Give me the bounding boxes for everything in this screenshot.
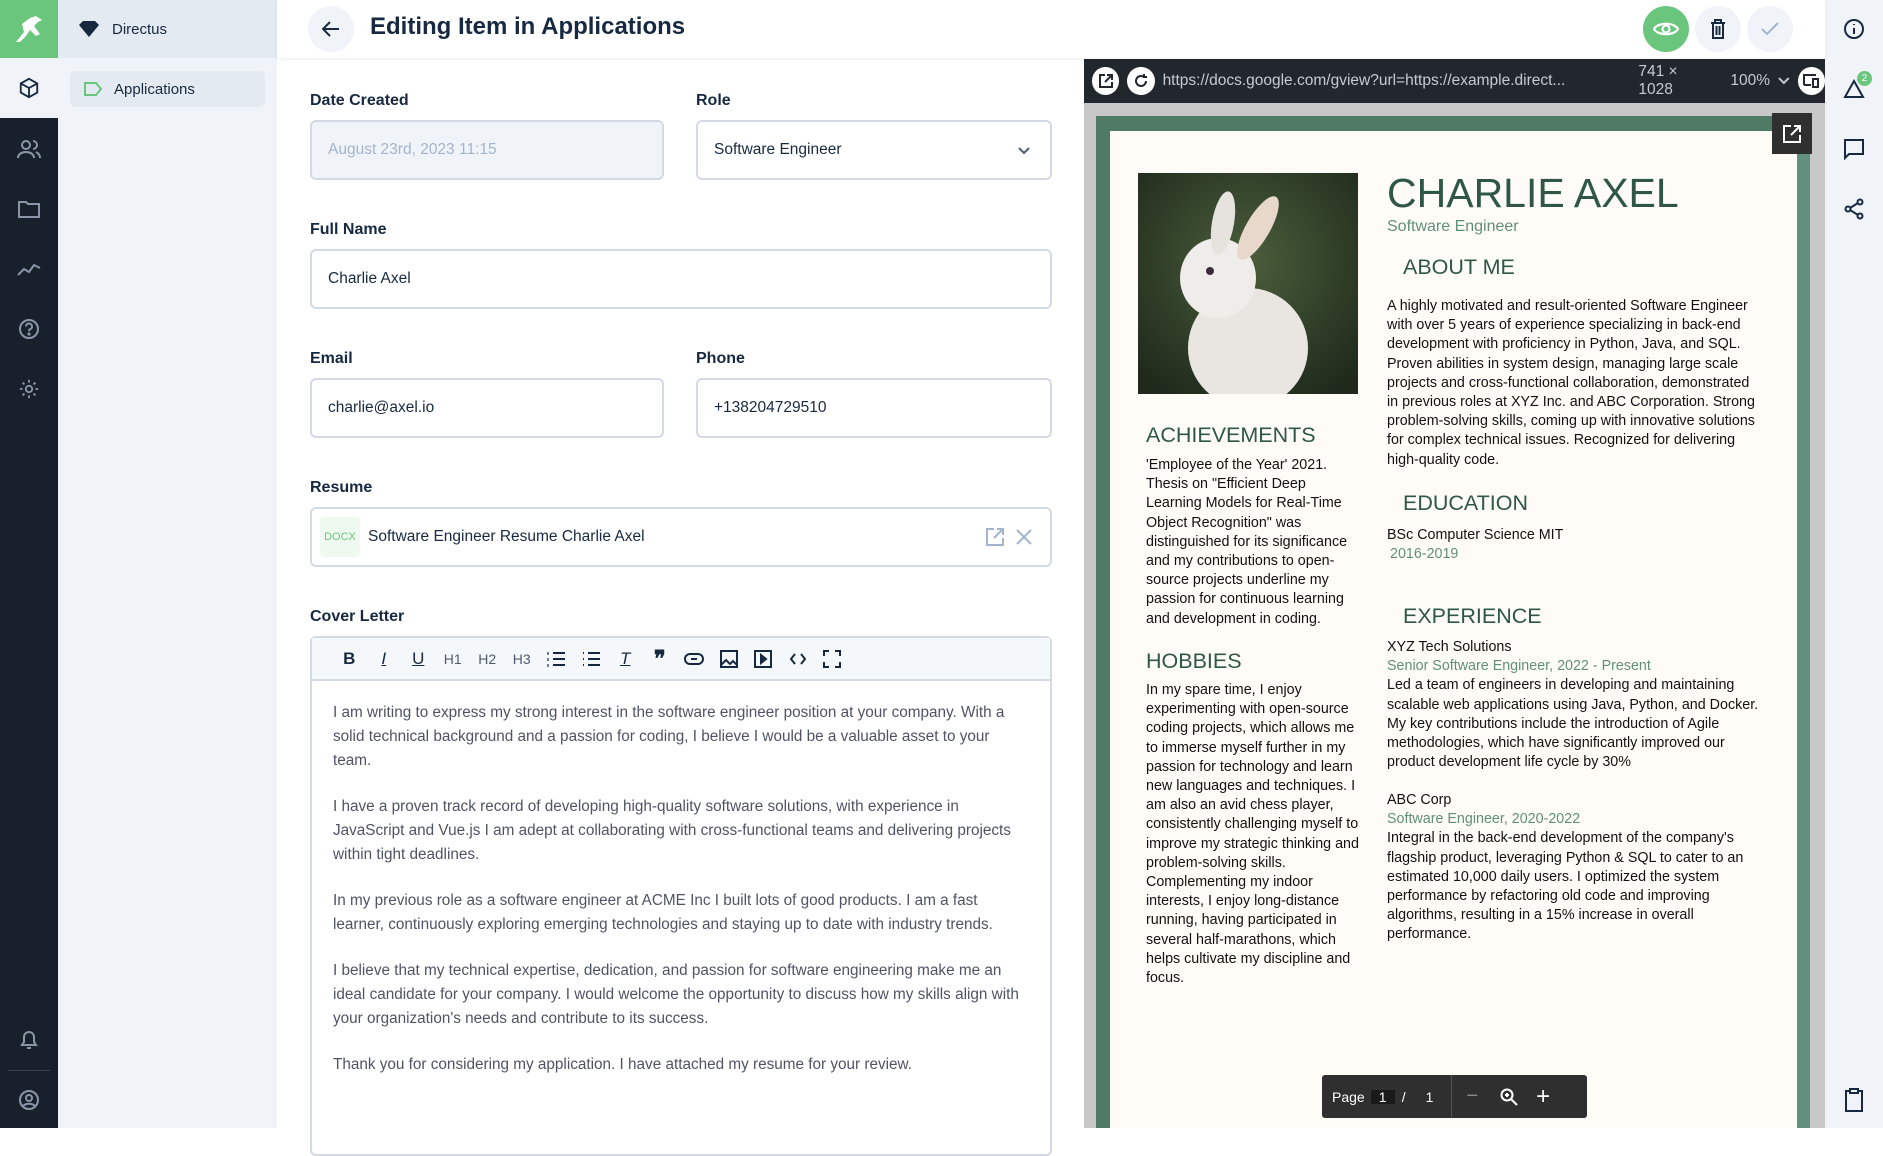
zoom-in-icon[interactable]: + [1536,1082,1551,1110]
page-label: Page [1332,1088,1365,1105]
role-select[interactable] [696,120,1052,180]
divider [8,1070,50,1071]
refresh-button[interactable] [1127,67,1154,95]
share-icon[interactable] [1825,189,1883,229]
open-external-icon [1783,125,1801,143]
users-icon[interactable] [0,129,58,169]
preview-url[interactable]: https://docs.google.com/gview?url=https://example.direct... [1162,72,1566,89]
arrow-left-icon [322,21,340,37]
resume-label: Resume [310,479,373,496]
open-in-new-window-button[interactable] [1092,67,1119,95]
content-module-icon[interactable] [0,58,58,118]
email-input[interactable]: charlie@axel.io [310,378,664,438]
info-icon[interactable] [1825,9,1883,49]
project-name: Directus [112,20,168,38]
collection-icon [84,82,102,96]
role-value: Software Engineer [714,141,842,158]
back-button[interactable] [308,6,354,52]
editor-content[interactable] [312,681,1050,1077]
zoom-out-icon[interactable]: − [1466,1085,1479,1107]
phone-input[interactable]: +138204729510 [696,378,1052,438]
page-controls [1322,1075,1587,1118]
module-bar [0,0,58,1128]
resume-file-field[interactable] [310,507,1052,567]
resume-name: CHARLIE AXEL [1387,170,1679,216]
underline-icon[interactable]: U [412,648,425,668]
popout-button[interactable] [1772,113,1812,154]
education-heading: EDUCATION [1403,491,1529,515]
check-icon [1761,22,1779,36]
comments-icon[interactable] [1825,129,1883,169]
open-external-icon[interactable] [986,528,1004,546]
fullscreen-icon[interactable] [815,644,850,674]
zoom-icon[interactable] [1500,1088,1518,1106]
chevron-down-icon[interactable] [1778,77,1790,85]
email-label: Email [310,350,353,367]
paragraph: Thank you for considering my application. I have attached my resume for your review. [333,1056,913,1073]
heading-1-button[interactable]: H1 [443,650,462,667]
full-name-input[interactable]: Charlie Axel [310,249,1052,309]
about-heading: ABOUT ME [1403,255,1515,279]
cover-letter-editor[interactable] [310,636,1052,1156]
achievements-text: 'Employee of the Year' 2021. Thesis on "Efficient Deep Learning Models for Real-Time Object Recognition" was distinguished for its significance and my contributions to open-source projects underline my passion for continuous learning and development in coding. [1146,457,1348,627]
preview-toolbar [1084,59,1825,103]
hobbies-text: In my spare time, I enjoy experimenting with open-source coding projects, which allows me to immerse myself further in my passion for technology and learn new languages and techniques. I am also an avid chess player, consistently challenging myself to improve my strategic thinking and problem-solving skills. Complementing my indoor interests, I enjoy long-distance running, having participated in several half-marathons, which helps cultivate my discipline and focus. [1146,682,1359,987]
toggle-preview-button[interactable] [1643,6,1689,52]
divider [1451,1075,1452,1118]
page-total: 1 [1425,1088,1434,1105]
clipboard-icon[interactable] [1825,1080,1883,1120]
phone-label: Phone [696,350,745,367]
job-company: ABC Corp [1387,792,1452,808]
folder-icon[interactable] [0,189,58,229]
preview-dimensions[interactable]: 741 × 1028 [1638,63,1678,98]
job-role: Senior Software Engineer, 2022 - Present [1387,658,1651,675]
italic-icon[interactable]: I [381,648,387,668]
date-created-label: Date Created [310,92,409,109]
image-icon[interactable] [712,644,747,674]
eye-icon [1653,20,1679,38]
paragraph: I have a proven track record of developing high-quality software solutions, with experience in JavaScript and Vue.js I am adept at collaborating with cross-functional teams and delivering projects within tight deadlines. [333,798,1011,863]
page-title: Editing Item in Applications [370,13,686,40]
media-icon[interactable] [746,644,781,674]
delete-button[interactable] [1695,6,1741,52]
job-company: XYZ Tech Solutions [1387,639,1512,655]
help-icon[interactable] [0,309,58,349]
trash-icon [1710,19,1726,39]
project-header[interactable] [58,0,277,58]
editor-toolbar [312,638,1050,681]
heading-2-button[interactable]: H2 [478,650,497,667]
nav-item-label: Applications [114,80,195,98]
resume-title: Software Engineer [1387,218,1519,235]
job-description: Led a team of engineers in developing and maintaining scalable web applications using Java, Python, and Docker. My key contributions include the introduction of Agile methodologies, which have significantly improved our product development life cycle by 30% [1387,677,1759,771]
revisions-icon[interactable] [1825,69,1883,109]
code-icon[interactable] [781,644,816,674]
sidebar-right [1825,0,1883,1128]
directus-logo[interactable] [0,0,58,58]
paragraph: In my previous role as a software engineer at ACME Inc I built lots of good products. I am a fast learner, continuously exploring emerging technologies and staying up to date with industry trends. [333,892,993,933]
achievements-heading: ACHIEVEMENTS [1146,423,1316,447]
page-separator: / [1401,1088,1406,1105]
paragraph: I am writing to express my strong interest in the software engineer position at your company. With a solid technical background and a passion for coding, I believe I would be a valuable asset to your team. [333,704,1005,769]
page-input[interactable]: 1 [1371,1090,1395,1104]
link-icon[interactable] [677,644,712,674]
file-type-badge: DOCX [320,517,360,557]
paragraph: I believe that my technical expertise, dedication, and passion for software engineering make me an ideal candidate for your company. I would welcome the opportunity to discuss how my skills align with your organization's needs and contribute to its success. [333,962,1019,1027]
job-description: Integral in the back-end development of the company's flagship product, leveraging Python & SQL to cater to an estimated 10,000 daily users. I optimized the system performance by refactoring old code and improving algorithms, resulting in a 15% increase in overall performance. [1387,830,1744,943]
insights-icon[interactable] [0,249,58,289]
job-entry [1387,791,1762,945]
navigation-panel [58,0,277,1128]
heading-3-button[interactable]: H3 [512,650,531,667]
experience-heading: EXPERIENCE [1403,604,1542,628]
user-avatar-icon[interactable] [0,1080,58,1120]
settings-icon[interactable] [0,369,58,409]
resume-file-name: Software Engineer Resume Charlie Axel [368,528,645,545]
blockquote-icon[interactable]: ❞ [653,645,666,671]
notification-badge: 2 [1857,71,1872,86]
about-text: A highly motivated and result-oriented Software Engineer with over 5 years of experience specializing in back-end development with proficiency in Python, Java, and SQL. Proven abilities in system design, managing large scale projects and cross-functional collaboration, demonstrated in previous roles at XYZ Inc. and ABC Corporation. Strong problem-solving skills, coming up with innovative solutions for complex technical issues. Recognized for delivering high-quality code. [1387,298,1755,468]
bell-icon[interactable] [0,1020,58,1060]
bullet-list-icon[interactable] [574,644,609,674]
job-role: Software Engineer, 2020-2022 [1387,811,1581,828]
hobbies-heading: HOBBIES [1146,649,1242,673]
clear-format-icon[interactable]: T [620,648,631,668]
nav-item-applications[interactable] [70,71,265,107]
chevron-down-icon [1018,147,1030,155]
project-icon [78,20,100,38]
ordered-list-icon[interactable] [539,644,574,674]
date-created-field: August 23rd, 2023 11:15 [310,120,664,180]
role-label: Role [696,92,731,109]
full-name-label: Full Name [310,221,387,238]
profile-photo [1138,173,1358,394]
save-button[interactable] [1747,6,1793,52]
preview-zoom[interactable]: 100% [1730,72,1771,89]
cover-letter-label: Cover Letter [310,608,405,625]
close-icon[interactable] [1016,529,1032,545]
degree: BSc Computer Science MIT [1387,527,1564,543]
job-entry [1387,638,1762,772]
bold-icon[interactable]: B [343,648,356,668]
scrollbar[interactable] [1797,131,1810,1128]
device-toggle-button[interactable] [1798,67,1825,95]
degree-years: 2016-2019 [1390,546,1459,562]
